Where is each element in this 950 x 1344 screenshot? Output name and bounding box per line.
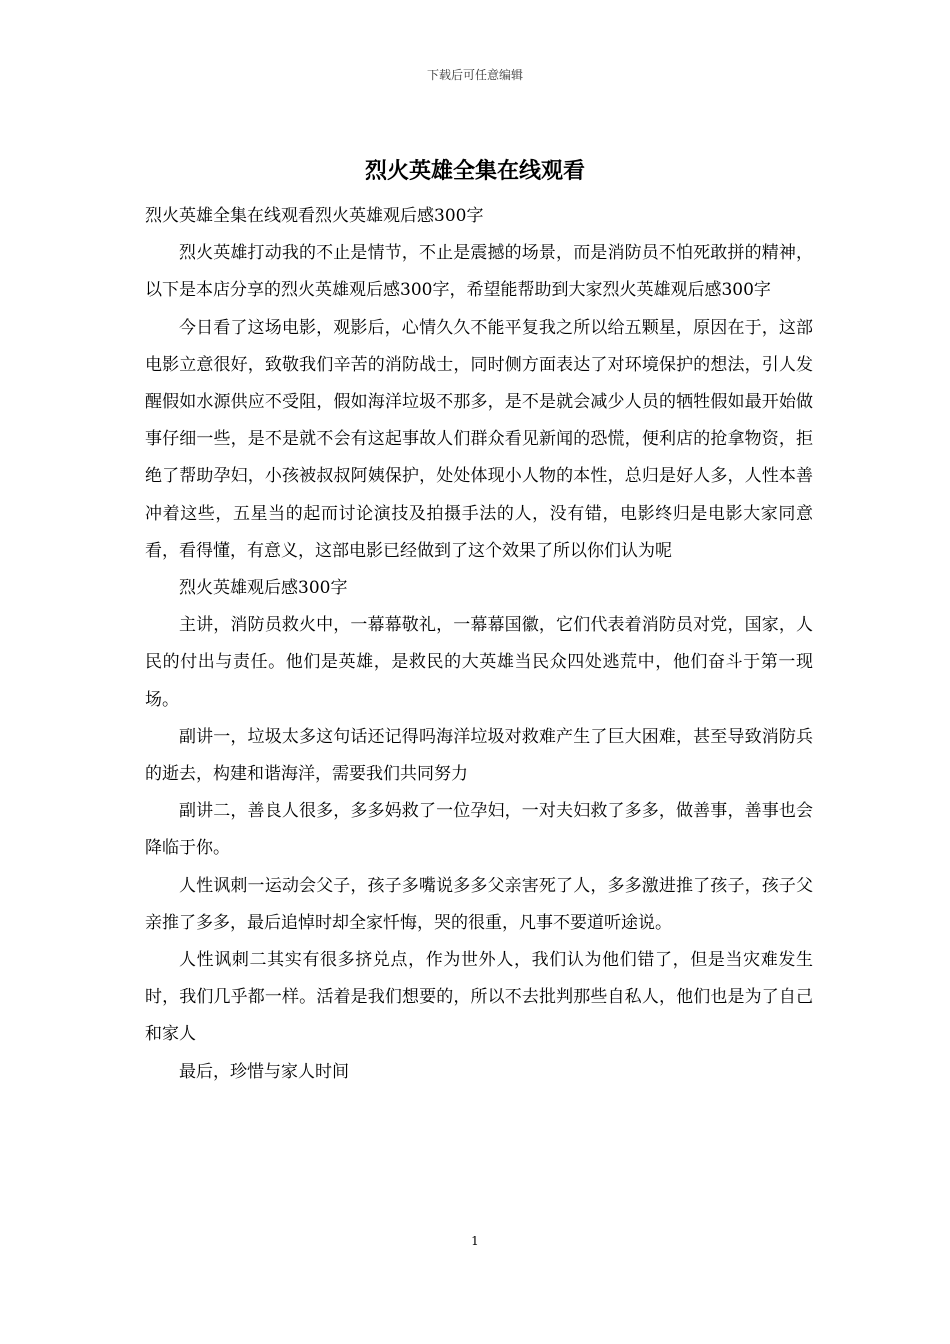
header-note: 下载后可任意编辑 — [426, 68, 523, 82]
paragraph-irony-2: 人性讽刺二其实有很多挤兑点，作为世外人，我们认为他们错了，但是当灾难发生时，我们几乎都一样。活着是我们想要的，所以不去批判那些自私人，他们也是为了自己和家人 — [145, 950, 813, 1045]
document-body — [145, 198, 813, 1091]
paragraph-sub-point-2: 副讲二，善良人很多，多多妈救了一位孕妇，一对夫妇救了多多，做善事，善事也会降临于你。 — [145, 801, 813, 859]
page-number: 1 — [471, 1234, 479, 1248]
paragraph-subtitle: 烈火英雄全集在线观看烈火英雄观后感300字 — [145, 206, 484, 226]
paragraph-section-heading: 烈火英雄观后感300字 — [179, 578, 348, 599]
document-title: 烈火英雄全集在线观看 — [364, 158, 585, 184]
paragraph-main-point: 主讲，消防员救火中，一幕幕敬礼，一幕幕国徽，它们代表着消防员对党，国家，人民的付出与责任。他们是英雄，是救民的大英雄当民众四处逃荒中，他们奋斗于第一现场。 — [145, 615, 813, 710]
paragraph-sub-point-1: 副讲一，垃圾太多这句话还记得吗海洋垃圾对救难产生了巨大困难，甚至导致消防兵的逝去，构建和谐海洋，需要我们共同努力 — [145, 726, 813, 785]
paragraph-irony-1: 人性讽刺一运动会父子，孩子多嘴说多多父亲害死了人，多多激进推了孩子，孩子父亲推了多多，最后追悼时却全家忏悔，哭的很重，凡事不要道听途说。 — [145, 875, 813, 933]
paragraph-conclusion: 最后，珍惜与家人时间 — [179, 1061, 349, 1082]
paragraph-intro: 烈火英雄打动我的不止是情节，不止是震撼的场景，而是消防员不怕死敢拼的精神，以下是本店分享的烈火英雄观后感300字，希望能帮助到大家烈火英雄观后感300字 — [145, 243, 813, 301]
paragraph-review: 今日看了这场电影，观影后，心情久久不能平复我之所以给五颗星，原因在于，这部电影立意很好，致敬我们辛苦的消防战士，同时侧方面表达了对环境保护的想法，引人发醒假如水源供应不受阻，假如海洋垃圾不那多，是不是就会减少人员的牺牲假如最开始做事仔细一些，是不是就不会有这起事故人们群众看见新闻的恐慌，便利店的抢拿物资，拒绝了帮助孕妇，小孩被叔叔阿姨保护，处处体现小人物的本性，总归是好人多，人性本善冲着这些，五星当的起而讨论演技及拍摄手法的人，没有错，电影终归是电影大家同意看，看得懂，有意义，这部电影已经做到了这个效果了所以你们认为呢 — [145, 317, 813, 561]
